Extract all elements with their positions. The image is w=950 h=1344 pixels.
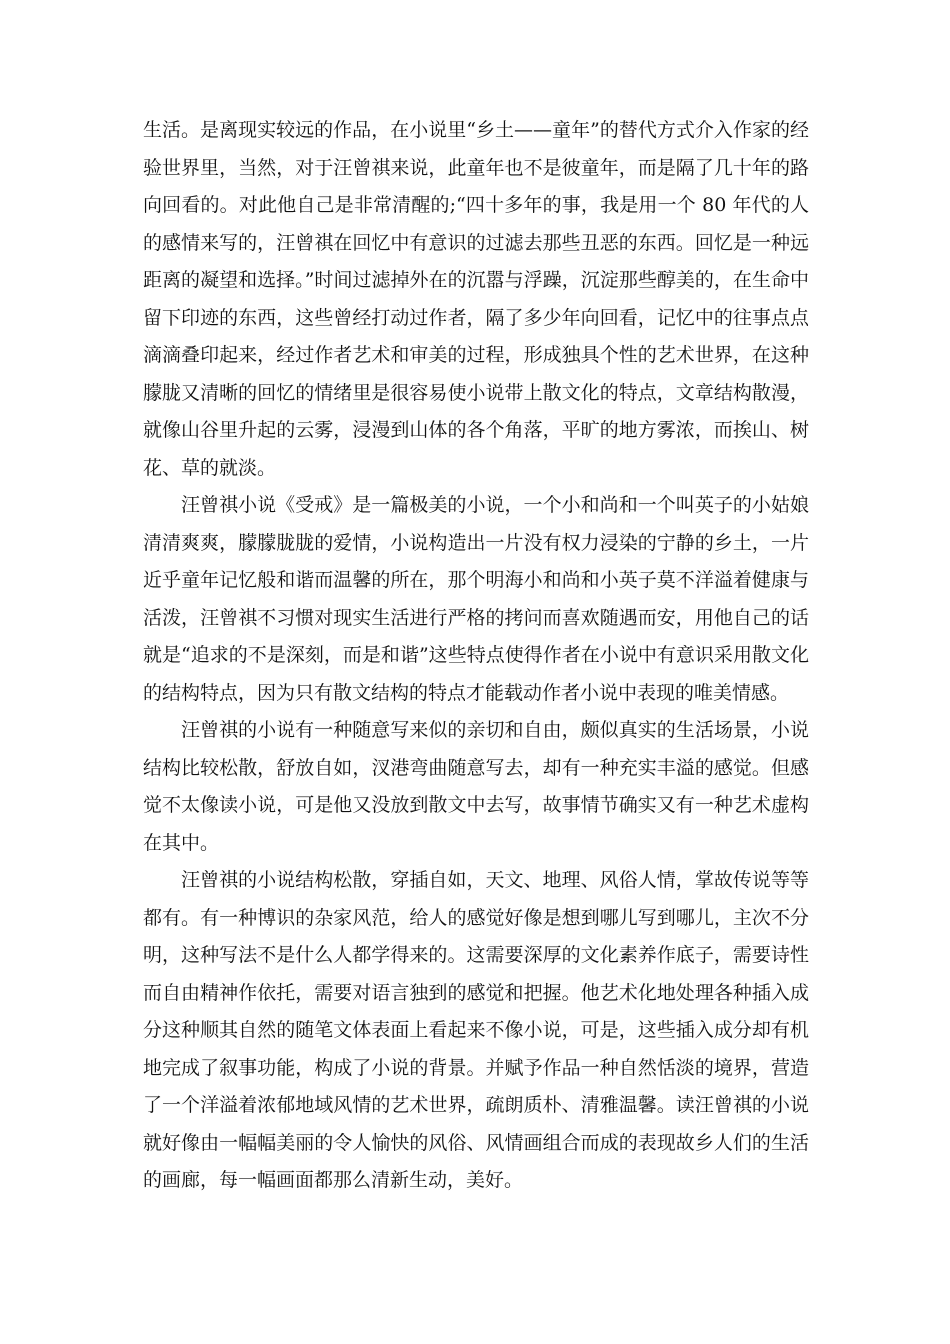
paragraph-3: 汪曾祺的小说有一种随意写来似的亲切和自由，颇似真实的生活场景，小说结构比较松散，舒放自如，汊港弯曲随意写去，却有一种充实丰溢的感觉。但感觉不太像读小说，可是他又没放到散文中去写，故事情节确实又有一种艺术虚构在其中。	[143, 719, 809, 854]
paragraph-2: 汪曾祺小说《受戒》是一篇极美的小说，一个小和尚和一个叫英子的小姑娘清清爽爽，朦朦胧胧的爱情，小说构造出一片没有权力浸染的宁静的乡土，一片近乎童年记忆般和谐而温馨的所在，那个明海小和尚和小英子莫不洋溢着健康与活泼，汪曾祺不习惯对现实生活进行严格的拷问而喜欢随遇而安，用他自己的话就是“追求的不是深刻，而是和谐”这些特点使得作者在小说中有意识采用散文化的结构特点，因为只有散文结构的特点才能载动作者小说中表现的唯美情感。	[143, 494, 809, 704]
body-text	[143, 112, 809, 1200]
paragraph-1: 生活。是离现实较远的作品，在小说里“乡土——童年”的替代方式介入作家的经验世界里，当然，对于汪曾祺来说，此童年也不是彼童年，而是隔了几十年的路向回看的。对此他自己是非常清醒的;“四十多年的事，我是用一个 80 年代的人的感情来写的，汪曾祺在回忆中有意识的过滤去那些丑恶的东西。回忆是一种远距离的凝望和选择。”时间过滤掉外在的沉嚣与浮躁，沉淀那些醇美的，在生命中留下印迹的东西，这些曾经打动过作者，隔了多少年向回看，记忆中的往事点点滴滴叠印起来，经过作者艺术和审美的过程，形成独具个性的艺术世界，在这种朦胧又清晰的回忆的情绪里是很容易使小说带上散文化的特点，文章结构散漫，就像山谷里升起的云雾，浸漫到山体的各个角落，平旷的地方雾浓，而挨山、树花、草的就淡。	[143, 119, 809, 479]
paragraph-4: 汪曾祺的小说结构松散，穿插自如，天文、地理、风俗人情，掌故传说等等都有。有一种博识的杂家风范，给人的感觉好像是想到哪儿写到哪儿，主次不分明，这种写法不是什么人都学得来的。这需要深厚的文化素养作底子，需要诗性而自由精神作依托，需要对语言独到的感觉和把握。他艺术化地处理各种插入成分这种顺其自然的随笔文体表面上看起来不像小说，可是，这些插入成分却有机地完成了叙事功能，构成了小说的背景。并赋予作品一种自然恬淡的境界，营造了一个洋溢着浓郁地域风情的艺术世界，疏朗质朴、清雅温馨。读汪曾祺的小说就好像由一幅幅美丽的令人愉快的风俗、风情画组合而成的表现故乡人们的生活的画廊，每一幅画面都那么清新生动，美好。	[143, 869, 809, 1191]
